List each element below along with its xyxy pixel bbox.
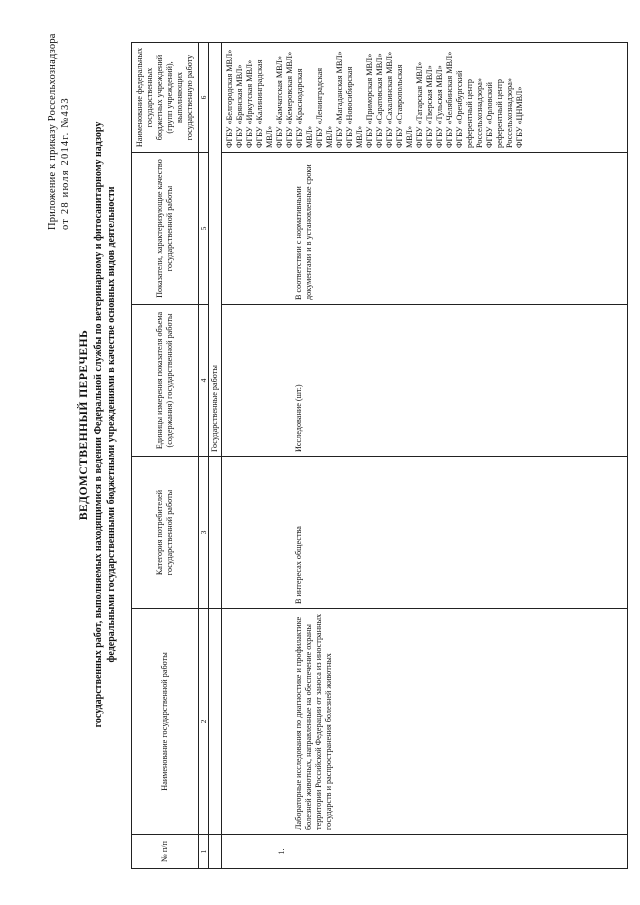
consumers-cell: В интересах общества <box>222 457 628 609</box>
list-item: ФГБУ «Магаданская МВЛ» <box>335 51 344 148</box>
appendix-note <box>46 10 72 230</box>
work-name-cell: Лабораторные исследования по диагностике и профилактике болезней животных, направленные на обеспечение охраны территории Российской Федерации от заноса из иностранных государств и распространения болезней животных <box>222 609 628 835</box>
list-item: ФГБУ «Кемеровская МВЛ» <box>285 51 294 148</box>
header-number: № п/п <box>132 835 199 869</box>
list-item: ФГБУ «Тульская МВЛ» <box>435 65 444 148</box>
column-numbers-row <box>199 43 209 869</box>
list-item: ФГБУ «Приморская МВЛ» <box>365 53 374 148</box>
list-item: ФГБУ «Белгородская МВЛ» <box>225 49 234 148</box>
document-subtitle <box>93 62 118 787</box>
institutions-cell <box>222 43 628 153</box>
institutions-list <box>225 47 525 148</box>
subtitle-line-1: государственных работ, выполняемых находящимися в ведении Федеральной службы по ветеринарному и фитосанитарному надзору <box>93 121 104 728</box>
subtitle-line-2: федеральными государственными бюджетными учреждениями в качестве основных видов деятельности <box>105 186 117 663</box>
header-work-name: Наименование государственной работы <box>132 609 199 835</box>
row-number: 1. <box>222 835 628 869</box>
unit-cell: Исследование (шт.) <box>222 305 628 457</box>
section-spacer <box>209 609 222 835</box>
section-row <box>209 43 222 869</box>
column-number: 4 <box>199 305 209 457</box>
appendix-line-2: от 28 июля 2014г. №433 <box>60 97 71 230</box>
document-title: ВЕДОМСТВЕННЫЙ ПЕРЕЧЕНЬ <box>78 329 90 521</box>
column-number: 2 <box>199 609 209 835</box>
list-item: ФГБУ «Брянская МВЛ» <box>235 64 244 148</box>
list-item: ФГБУ «Челябинская МВЛ» <box>445 51 454 148</box>
header-institutions: Наименование федеральных государственных бюджетных учреждений (групп учреждений), выполняющих государственную работу <box>132 43 199 153</box>
list-item: ФГБУ «Орловский референтный центр Россельхознадзора» <box>485 78 514 148</box>
list-item: ФГБУ «ЦНМВЛ» <box>515 86 524 148</box>
list-item: ФГБУ «Калининградская МВЛ» <box>255 59 274 148</box>
list-item: ФГБУ «Оренбургский референтный центр Россельхознадзора» <box>455 70 484 148</box>
list-item: ФГБУ «Ставропольская МВЛ» <box>395 64 414 148</box>
header-quality: Показатели, характеризующие качество государственной работы <box>132 153 199 305</box>
works-table <box>131 42 628 869</box>
list-item: ФГБУ «Иркутская МВЛ» <box>245 59 254 148</box>
column-number: 3 <box>199 457 209 609</box>
list-item: ФГБУ «Краснодарская МВЛ» <box>295 68 314 148</box>
table-row <box>222 43 628 869</box>
section-spacer <box>209 835 222 869</box>
list-item: ФГБУ «Новосибирская МВЛ» <box>345 66 364 148</box>
column-number: 1 <box>199 835 209 869</box>
list-item: ФГБУ «Тверская МВЛ» <box>425 65 434 148</box>
column-number: 6 <box>199 43 209 153</box>
header-consumers: Категория потребителей государственной работы <box>132 457 199 609</box>
list-item: ФГБУ «Сахалинская МВЛ» <box>385 51 394 148</box>
column-number: 5 <box>199 153 209 305</box>
quality-cell: В соответствии с нормативными документами и в установленные сроки <box>222 153 628 305</box>
list-item: ФГБУ «Татарская МВЛ» <box>415 61 424 148</box>
section-title: Государственные работы <box>209 43 222 457</box>
header-unit: Единицы измерения показателя объема (содержания) государственной работы <box>132 305 199 457</box>
list-item: ФГБУ «Камчатская МВЛ» <box>275 56 284 148</box>
table-header-row <box>132 43 199 869</box>
list-item: ФГБУ «Ленинградская МВЛ» <box>315 68 334 148</box>
appendix-line-1: Приложение к приказу Россельхознадзора <box>47 33 58 230</box>
list-item: ФГБУ «Саратовская МВЛ» <box>375 53 384 148</box>
section-spacer <box>209 457 222 609</box>
